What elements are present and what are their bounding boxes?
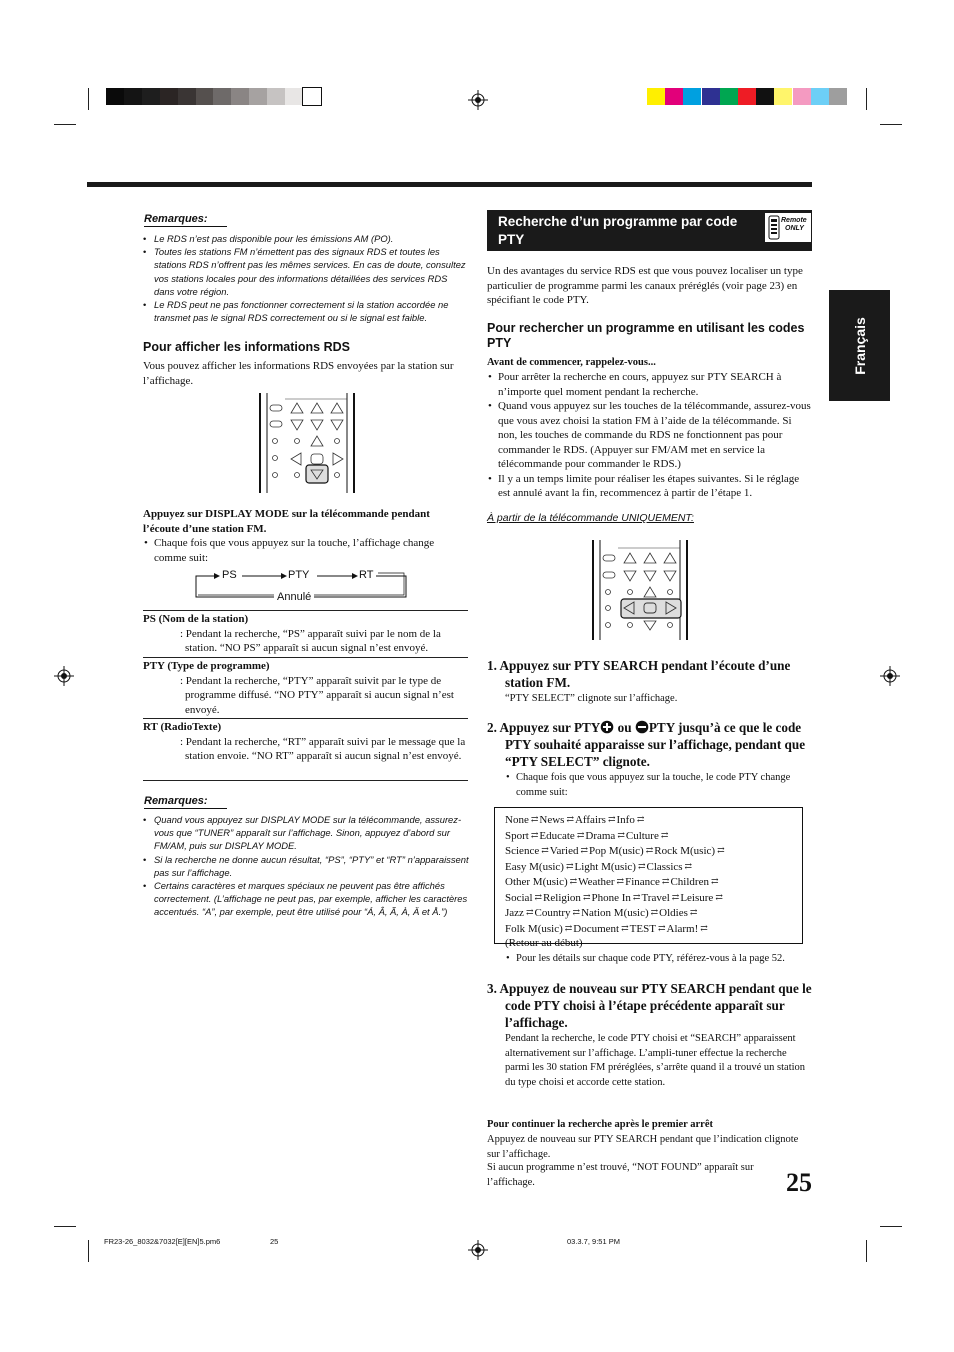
- swap-arrows-icon: ⇄: [564, 922, 572, 933]
- pty-code: Country: [534, 907, 571, 919]
- swap-arrows-icon: ⇄: [566, 814, 573, 824]
- swap-arrows-icon: ⇄: [689, 907, 697, 917]
- pty-code: TEST: [629, 922, 656, 935]
- pty-ref-list: [505, 952, 815, 967]
- pty-code: Other M(usic): [505, 876, 568, 888]
- crosshair-target-bottom-icon: [468, 1240, 488, 1260]
- remark1-item: • Le RDS peut ne pas fonctionner correctement si la station accordée ne transmet pas le signal RDS correctement ou si le signal est faible.: [143, 298, 470, 324]
- pty-code: Folk M(usic): [505, 922, 563, 935]
- pty-row: [505, 859, 802, 875]
- display-intro: Vous pouvez afficher les informations RDS envoyées par la station sur l’affichage.: [143, 360, 454, 387]
- pty-code: Weather: [578, 876, 615, 888]
- color-swatch: [665, 88, 683, 105]
- pty-code: Leisure: [680, 891, 714, 904]
- pty-code: Travel: [641, 891, 670, 904]
- footer-page: 25: [270, 1237, 279, 1246]
- gray-swatch: [213, 88, 231, 105]
- color-swatch: [793, 88, 811, 105]
- pty-code: Jazz: [505, 907, 524, 919]
- pty-code: Varied: [549, 845, 579, 857]
- badge-text-only: ONLY: [785, 225, 804, 232]
- color-swatch: [647, 88, 665, 105]
- minus-circle-icon: [635, 720, 649, 734]
- gray-swatch: [142, 88, 160, 105]
- section-title: Recherche d’un programme par code PTY: [498, 214, 738, 247]
- pty-code: Educate: [539, 829, 575, 842]
- crosshair-target-right-icon: [880, 666, 900, 686]
- swap-arrows-icon: ⇄: [565, 860, 573, 871]
- pty-return: (Retour au début): [505, 937, 583, 949]
- pty-code-rows: [505, 812, 802, 936]
- swap-arrows-icon: ⇄: [607, 814, 615, 824]
- gray-swatch: [231, 88, 249, 105]
- step1-note: “PTY SELECT” clignote sur l’affichage.: [505, 693, 678, 704]
- color-swatch: [702, 88, 720, 105]
- step2-text-a: 2. Appuyez sur PTY: [487, 720, 601, 735]
- definitions-bottom-rule: [143, 780, 468, 781]
- remark2-item: • Si la recherche ne donne aucun résultat, “PS”, “PTY” et “RT” n’apparaissent pas sur l’affichage.: [143, 853, 470, 879]
- definition-desc: : Pendant la recherche, “RT” apparaît suivi par le message que la station envoie. “NO RT” apparaît si aucun signal n’est envoyé.: [180, 735, 466, 762]
- pty-code: Sport: [505, 829, 529, 842]
- step2-text-c: PTY jusqu’à ce que le code PTY souhaité apparaisse sur l’affichage, pendant que “PTY SELECT” clignote.: [505, 720, 806, 769]
- remark1-item: • Toutes les stations FM n’émettent pas des signaux RDS et toutes les stations RDS n’offrent pas les mêmes services. En cas de doute, consultez vos stations locales pour des informations détaillées des services RDS dans votre région.: [143, 245, 470, 298]
- pty-row: [505, 828, 802, 844]
- pty-code: Phone In: [591, 891, 631, 904]
- remark1-item: • Le RDS n’est pas disponible pour les émissions AM (PO).: [143, 232, 470, 245]
- display-bullet: • Chaque fois que vous appuyez sur la touche, l’affichage change comme suit:: [143, 536, 465, 565]
- pty-row: [505, 812, 802, 828]
- pty-code: Light M(usic): [574, 860, 636, 873]
- remote-control-icon: [768, 215, 780, 240]
- pty-code: Finance: [625, 876, 660, 888]
- cycle-ps: PS: [222, 569, 237, 581]
- color-swatch: [774, 88, 792, 105]
- swap-arrows-icon: ⇄: [650, 907, 658, 917]
- swap-arrows-icon: ⇄: [530, 814, 538, 824]
- swap-arrows-icon: ⇄: [530, 829, 538, 840]
- remarks1-list: [143, 232, 470, 324]
- swap-arrows-icon: ⇄: [632, 891, 640, 902]
- before-label: Avant de commencer, rappelez-vous...: [487, 357, 656, 368]
- definition-desc: : Pendant la recherche, “PTY” apparaît suivit par le type de programme diffusé. “NO PTY” apparaît si aucun signal n’est envoyé.: [180, 674, 454, 716]
- color-swatch: [811, 88, 829, 105]
- swap-arrows-icon: ⇄: [661, 876, 669, 886]
- plus-circle-icon: [600, 720, 614, 734]
- remote-buttons-illustration: [261, 393, 353, 493]
- language-tab: [829, 290, 890, 401]
- remark2-item: • Quand vous appuyez sur DISPLAY MODE sur la télécommande, assurez-vous que “TUNER” apparaît sur l’affichage. Sinon, appuyez d’abord sur FM/AM, puis sur DISPLAY MODE.: [143, 813, 470, 853]
- display-heading: Pour afficher les informations RDS: [143, 340, 350, 354]
- swap-arrows-icon: ⇄: [621, 922, 628, 933]
- pty-code: Children: [670, 876, 709, 888]
- definition-desc: : Pendant la recherche, “PS” apparaît suivi par le nom de la station. “NO PS” apparaît si aucun signal n’est envoyé.: [180, 627, 441, 654]
- pty-code: Info: [616, 814, 635, 826]
- swap-arrows-icon: ⇄: [617, 829, 624, 840]
- pty-code: Social: [505, 891, 533, 904]
- swap-arrows-icon: ⇄: [684, 860, 692, 871]
- swap-arrows-icon: ⇄: [715, 891, 722, 902]
- color-swatch: [756, 88, 774, 105]
- before-bullet: • Pour arrêter la recherche en cours, appuyez sur PTY SEARCH à n’importe quel moment pendant la recherche.: [487, 370, 812, 399]
- color-swatch: [683, 88, 701, 105]
- pty-code: Affairs: [574, 814, 606, 826]
- pty-code: Alarm!: [666, 922, 699, 935]
- display-bullet-list: [143, 536, 465, 565]
- pty-code: Drama: [585, 829, 616, 842]
- cycle-cancel: Annulé: [274, 591, 314, 603]
- color-swatch: [720, 88, 738, 105]
- definition-term: PS (Nom de la station): [143, 613, 249, 625]
- badge-text-remote: Remote: [781, 217, 807, 224]
- display-cycle-diagram: [192, 567, 412, 607]
- remarks1-heading: Remarques:: [144, 213, 227, 227]
- swap-arrows-icon: ⇄: [671, 891, 679, 902]
- pty-code: Pop M(usic): [589, 845, 644, 857]
- continue-heading: Pour continuer la recherche après le premier arrêt: [487, 1119, 713, 1130]
- pty-code: Science: [505, 845, 540, 857]
- step3-title: 3. Appuyez de nouveau sur PTY SEARCH pendant que le code PTY choisi à l’étape précédente apparaît sur l’affichage.: [487, 981, 812, 1030]
- swap-arrows-icon: ⇄: [525, 907, 533, 917]
- step2-title: [487, 719, 830, 770]
- swap-arrows-icon: ⇄: [534, 891, 542, 902]
- gray-swatch: [124, 88, 142, 105]
- gray-swatch: [285, 88, 303, 105]
- swap-arrows-icon: ⇄: [710, 876, 718, 886]
- remote-buttons-illustration: [594, 540, 686, 640]
- gray-swatch: [267, 88, 285, 105]
- step3-body: Pendant la recherche, le code PTY choisi et “SEARCH” apparaissent alternativement sur l’affichage. L’ampli-tuner effectue la recherche parmi les 30 station FM préréglées, s’arrête quand il a trouvé un station du type choisi et accorde cette station.: [505, 1033, 806, 1088]
- before-bullet: • Quand vous appuyez sur les touches de la télécommande, assurez-vous que vous avez choisi la station FM à l’aide de la télécommande. Si non, les touches de commande du RDS ne fonctionnent pas pour commander le RDS. (Appuyer sur FM/AM met en service la télécommande pour commander le RDS.): [487, 399, 812, 472]
- gray-swatch: [249, 88, 267, 105]
- gray-swatch: [106, 88, 124, 105]
- swap-arrows-icon: ⇄: [717, 845, 724, 855]
- remote-only-note: À partir de la télécommande UNIQUEMENT:: [487, 512, 694, 524]
- continue-text-2: Si aucun programme n’est trouvé, “NOT FOUND” apparaît sur l’affichage.: [487, 1162, 754, 1188]
- color-swatch: [738, 88, 756, 105]
- pty-code: None: [505, 814, 529, 826]
- language-tab-label: Français: [851, 316, 868, 375]
- remarks2-heading: Remarques:: [144, 795, 227, 809]
- swap-arrows-icon: ⇄: [569, 876, 577, 886]
- definition-pty: [143, 657, 468, 717]
- pty-ref: • Pour les détails sur chaque code PTY, référez-vous à la page 52.: [505, 952, 815, 967]
- swap-arrows-icon: ⇄: [637, 860, 645, 871]
- pty-sub-heading: Pour rechercher un programme en utilisant les codes PTY: [487, 321, 805, 350]
- remote-diagram-pty: [592, 540, 688, 640]
- footer-date: 03.3.7, 9:51 PM: [567, 1237, 620, 1246]
- swap-arrows-icon: ⇄: [576, 829, 584, 840]
- swap-arrows-icon: ⇄: [660, 829, 668, 840]
- crosshair-target-left-icon: [54, 666, 74, 686]
- gray-swatch: [196, 88, 214, 105]
- pty-code: Nation M(usic): [581, 907, 649, 919]
- definition-ps: [143, 610, 468, 656]
- pty-code: Culture: [625, 829, 659, 842]
- definition-term: RT (RadioTexte): [143, 721, 222, 733]
- continue-text-1: Appuyez de nouveau sur PTY SEARCH pendant que l’indication clignote sur l’affichage.: [487, 1134, 799, 1160]
- gray-swatch: [178, 88, 196, 105]
- pty-row: [505, 890, 802, 906]
- step2-bullet-list: [505, 771, 810, 800]
- swap-arrows-icon: ⇄: [572, 907, 580, 917]
- pty-code: Document: [573, 922, 620, 935]
- gray-swatch: [160, 88, 178, 105]
- remote-diagram-display-mode: [259, 393, 355, 493]
- pty-code: News: [539, 814, 565, 826]
- pty-code: Religion: [543, 891, 581, 904]
- pty-row: [505, 921, 802, 937]
- swap-arrows-icon: ⇄: [636, 814, 644, 824]
- top-rule: [87, 182, 812, 187]
- pty-code: Easy M(usic): [505, 860, 564, 873]
- cycle-pty: PTY: [288, 569, 310, 581]
- gray-swatch: [303, 88, 321, 105]
- before-bullet: • Il y a un temps limite pour réaliser les étapes suivantes. Si le réglage est annulé avant la fin, recommencez à partir de l’étape 1.: [487, 472, 812, 501]
- remote-only-badge: [765, 213, 811, 242]
- swap-arrows-icon: ⇄: [582, 891, 590, 902]
- pty-intro: Un des avantages du service RDS est que vous pouvez localiser un type particulier de programme parmi les canaux préréglés (voir page 23) en spécifiant le code PTY.: [487, 265, 803, 306]
- before-bullets: [487, 370, 812, 501]
- page-number: 25: [786, 1168, 812, 1197]
- footer-filename: FR23-26_8032&7032[E][EN]5.pm6: [104, 1237, 221, 1246]
- display-instruction: Appuyez sur DISPLAY MODE sur la télécommande pendant l’écoute d’une station FM.: [143, 508, 430, 535]
- swap-arrows-icon: ⇄: [541, 845, 548, 855]
- pty-code: Rock M(usic): [654, 845, 716, 857]
- swap-arrows-icon: ⇄: [580, 845, 588, 855]
- cycle-rt: RT: [359, 569, 374, 581]
- pty-row: [505, 905, 802, 921]
- pty-code: Classics: [646, 860, 683, 873]
- section-title-bar: [487, 210, 812, 251]
- pty-code-list-box: [494, 807, 803, 949]
- definition-term: PTY (Type de programme): [143, 660, 270, 672]
- remark2-item: • Certains caractères et marques spéciaux ne peuvent pas être affichés correctement. (L’affichage ne peut pas, par exemple, afficher les caractères accentués. “A”, par exemple, peut être utilisé pour “Á, Â, Ã, À, Ä et Å.”): [143, 879, 470, 919]
- definition-rt: [143, 718, 468, 764]
- color-swatch: [829, 88, 847, 105]
- swap-arrows-icon: ⇄: [700, 922, 707, 933]
- step2-bullet: • Chaque fois que vous appuyez sur la touche, le code PTY change comme suit:: [505, 771, 810, 800]
- step2-text-b: ou: [614, 720, 635, 735]
- pty-row: [505, 874, 802, 890]
- remarks2-list: [143, 813, 470, 919]
- pty-code: Oldies: [659, 907, 688, 919]
- swap-arrows-icon: ⇄: [657, 922, 665, 933]
- swap-arrows-icon: ⇄: [645, 845, 653, 855]
- swap-arrows-icon: ⇄: [616, 876, 624, 886]
- step1-title: 1. Appuyez sur PTY SEARCH pendant l’écoute d’une station FM.: [487, 658, 791, 690]
- pty-row: [505, 843, 802, 859]
- crosshair-target-top-icon: [468, 90, 488, 110]
